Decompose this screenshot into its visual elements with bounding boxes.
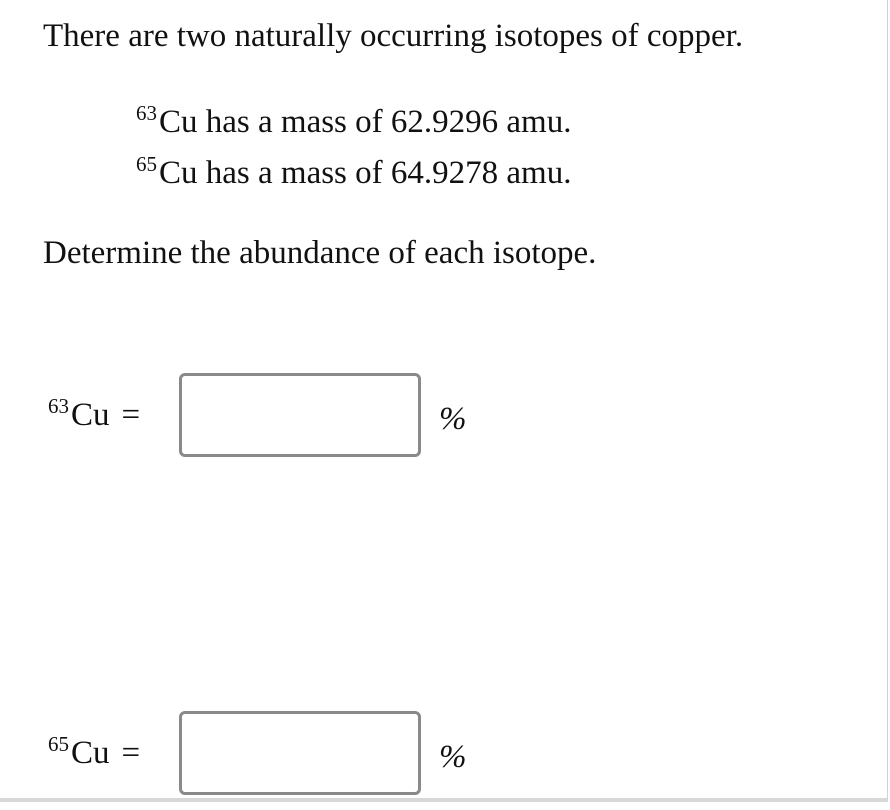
isotope-65-info (136, 151, 571, 195)
isotope-63-mass-text: has a mass of 62.9296 amu. (197, 104, 572, 140)
answer-row-cu63 (48, 373, 488, 457)
abundance-input-cu63[interactable] (179, 373, 421, 457)
equals-sign: = (121, 735, 141, 771)
answer-cu65-mass-number: 65 (48, 732, 69, 756)
answer-cu63-symbol: Cu (71, 397, 110, 433)
percent-unit: % (439, 401, 467, 437)
answer-label-cu63 (48, 393, 140, 437)
answer-row-cu65 (48, 711, 488, 795)
isotope-65-mass-text: has a mass of 64.9278 amu. (197, 155, 572, 191)
percent-unit: % (439, 739, 467, 775)
equals-sign: = (121, 397, 141, 433)
isotope-65-mass-number: 65 (136, 152, 157, 176)
isotope-65-symbol: Cu (159, 155, 198, 191)
isotope-63-symbol: Cu (159, 104, 198, 140)
question-prompt: Determine the abundance of each isotope. (43, 235, 597, 271)
abundance-input-cu65[interactable] (179, 711, 421, 795)
answer-cu63-mass-number: 63 (48, 394, 69, 418)
isotope-63-info (136, 100, 571, 144)
isotope-63-mass-number: 63 (136, 101, 157, 125)
answer-label-cu65 (48, 731, 140, 775)
answer-cu65-symbol: Cu (71, 735, 110, 771)
intro-text: There are two naturally occurring isotopes of copper. (43, 18, 744, 54)
